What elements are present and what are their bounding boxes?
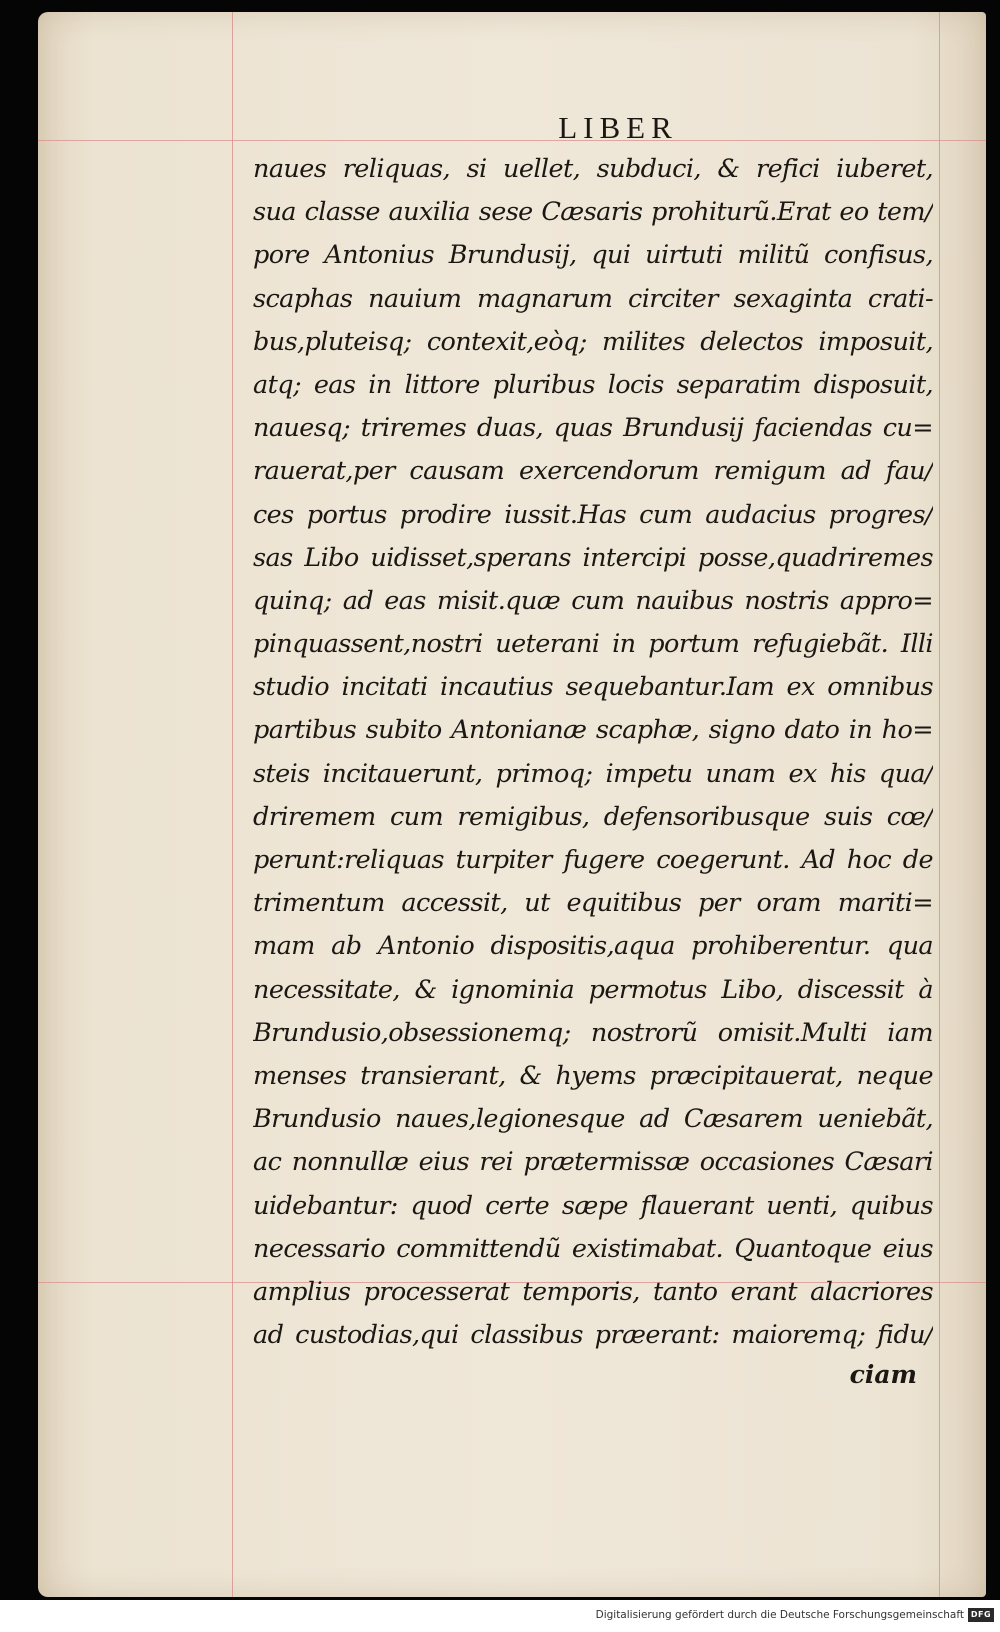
text-line: pore Antonius Brundusij, qui uirtuti militũ confisus, [253, 240, 933, 271]
text-line: sua classe auxilia sese Cæsaris prohiturũ.Erat eo tem/ [253, 197, 933, 228]
text-line: scaphas nauium magnarum circiter sexaginta crati- [253, 283, 933, 314]
text-line: uidebantur: quod certe sæpe flauerant uenti, quibus [253, 1190, 933, 1221]
funding-credit: Digitalisierung gefördert durch die Deutsche Forschungsgemeinschaft [595, 1609, 964, 1621]
text-line: driremem cum remigibus, defensoribusque suis cœ/ [253, 801, 933, 832]
text-line: pinquassent,nostri ueterani in portum refugiebãt. Illi [253, 629, 933, 660]
text-line: ad custodias,qui classibus præerant: maioremq; fidu/ [253, 1320, 933, 1351]
text-line: quinq; ad eas misit.quæ cum nauibus nostris appro= [253, 585, 933, 616]
text-line: Brundusio,obsessionemq; nostrorũ omisit.Multi iam [253, 1017, 933, 1048]
text-line: naues reliquas, si uellet, subduci, & refici iuberet, [253, 154, 933, 184]
text-line: atq; eas in littore pluribus locis separatim disposuit, [253, 369, 933, 400]
text-line: studio incitati incautius sequebantur.Iam ex omnibus [253, 672, 933, 703]
text-line: perunt:reliquas turpiter fugere coegerunt. Ad hoc de [253, 845, 933, 875]
body-text [253, 148, 933, 1357]
text-line: menses transierant, & hyems præcipitauerat, neque [253, 1060, 933, 1091]
text-block [253, 108, 933, 1393]
text-line: amplius processerat temporis, tanto erant alacriores [253, 1276, 933, 1307]
text-line: sas Libo uidisset,sperans intercipi posse,quadriremes [253, 542, 933, 573]
text-line: Brundusio naues,legionesque ad Cæsarem ueniebãt, [253, 1104, 933, 1135]
dfg-logo-icon: DFG [968, 1608, 994, 1622]
running-head: LIBER [558, 110, 678, 145]
margin-rule-right [939, 12, 940, 1597]
text-line: bus,pluteisq; contexit,eòq; milites delectos imposuit, [253, 326, 933, 357]
text-line: ac nonnullæ eius rei prætermissæ occasiones Cæsari [253, 1147, 933, 1178]
text-line: ces portus prodire iussit.Has cum audacius progres/ [253, 499, 933, 530]
text-line: necessitate, & ignominia permotus Libo, discessit à [253, 974, 933, 1005]
text-line: rauerat,per causam exercendorum remigum ad fau/ [253, 456, 933, 487]
margin-rule-left [232, 12, 233, 1597]
digitization-footer [0, 1600, 1000, 1632]
catchword: ciam [849, 1360, 917, 1390]
text-line: necessario committendũ existimabat. Quantoque eius [253, 1233, 933, 1264]
text-line: partibus subito Antonianæ scaphæ, signo dato in ho= [253, 715, 933, 746]
text-line: steis incitauerunt, primoq; impetu unam ex his qua/ [253, 758, 933, 789]
text-line: nauesq; triremes duas, quas Brundusij faciendas cu= [253, 413, 933, 444]
text-line: mam ab Antonio dispositis,aqua prohiberentur. qua [253, 931, 933, 962]
text-line: trimentum accessit, ut equitibus per oram mariti= [253, 888, 933, 919]
